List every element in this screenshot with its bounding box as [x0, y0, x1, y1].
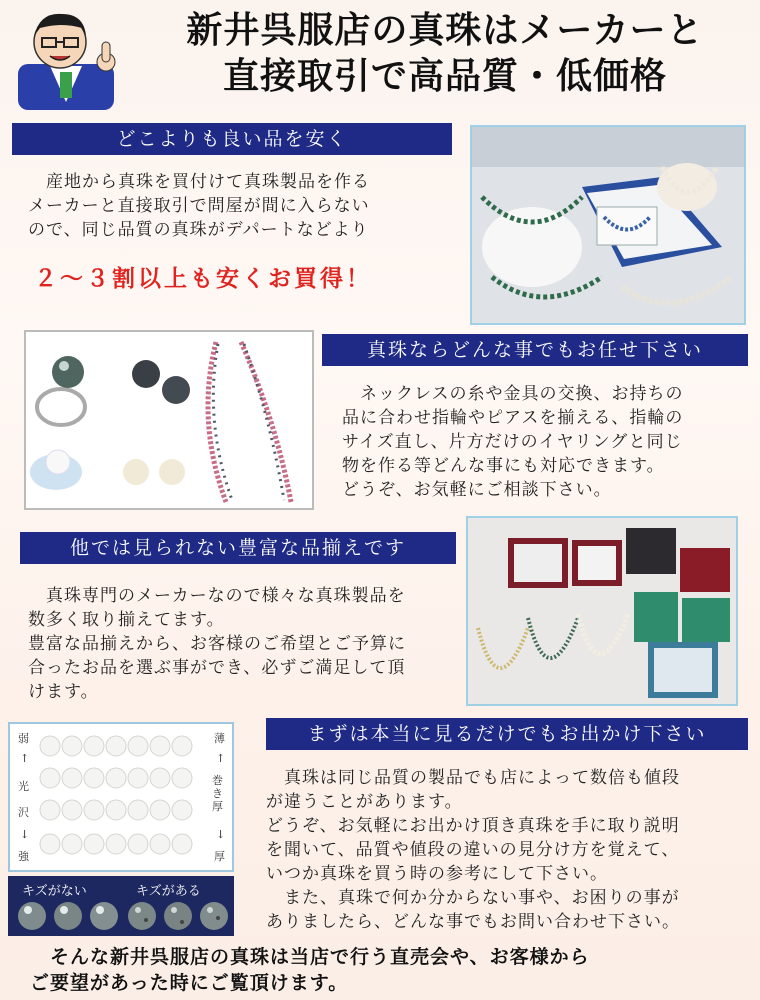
scale-strong-label: 強: [18, 850, 29, 863]
section-heading-best-price: どこよりも良い品を安く: [12, 123, 452, 155]
shopkeeper-mascot: [10, 6, 122, 110]
section-heading-any-service: 真珠ならどんな事でもお任せ下さい: [322, 334, 748, 366]
price-highlight: ２～３割以上も安くお買得！: [34, 266, 372, 292]
section-body-wide-selection: 真珠専門のメーカーなので様々な真珠製品を 数多く取り揃えてます。 豊富な品揃えから、お客様のご希望とご予算に 合ったお品を選ぶ事ができ、必ずご満足して頂 けます。: [28, 586, 406, 702]
scale-nacre-label: 巻き厚: [212, 774, 223, 813]
section-heading-visit: まずは本当に見るだけでもお出かけ下さい: [266, 718, 748, 750]
pearl-quality-scale: [8, 722, 234, 872]
footer-note: そんな新井呉服店の真珠は当店で行う直売会や、お客様から ご要望があった時にご覧頂けます。: [30, 946, 590, 994]
pearl-flaw-comparison: [8, 876, 234, 936]
scale-weak-label: 弱: [18, 732, 29, 745]
arrow-down-icon: ↓: [216, 828, 226, 841]
title-line-1: 新井呉服店の真珠はメーカーと: [186, 10, 704, 51]
section-body-any-service: ネックレスの糸や金具の交換、お持ちの 品に合わせ指輪やピアスを揃える、指輪の サイズ直し、片方だけのイヤリングと同じ 物を作る等どんな事にも対応できます。 どうぞ、お気軽にご相談下さい。: [342, 384, 684, 500]
jewelry-display-photo: [470, 125, 746, 325]
scale-luster-label-2: 沢: [18, 806, 29, 819]
pearl-stock-photo: [466, 516, 738, 706]
pearl-products-photo: [24, 330, 314, 510]
no-flaw-label: キズがない: [22, 884, 87, 899]
flaw-label: キズがある: [136, 884, 201, 899]
section-heading-wide-selection: 他では見られない豊富な品揃えです: [20, 532, 456, 564]
arrow-up-icon: ↑: [20, 752, 30, 765]
title-line-2: 直接取引で高品質・低価格: [222, 56, 667, 97]
section-body-best-price: 産地から真珠を買付けて真珠製品を作る メーカーと直接取引で問屋が間に入らない ので、同じ品質の真珠がデパートなどより: [28, 172, 370, 240]
arrow-up-icon: ↑: [216, 752, 226, 765]
scale-thick-label: 厚: [214, 850, 225, 863]
section-body-visit: 真珠は同じ品質の製品でも店によって数倍も値段 が違うことがあります。 どうぞ、お気軽にお出かけ頂き真珠を手に取り説明 を聞いて、品質や値段の違いの見分け方を覚えて、 いつか真珠を買う時の参考にして下さい。 また、真珠で何か分からない事や、お困りの事が ありましたら、どんな事でもお問い合わせ下さい。: [266, 768, 680, 932]
scale-thin-label: 薄: [214, 732, 225, 745]
page-title: [140, 8, 750, 100]
scale-luster-label-1: 光: [18, 780, 29, 793]
arrow-down-icon: ↓: [20, 828, 30, 841]
